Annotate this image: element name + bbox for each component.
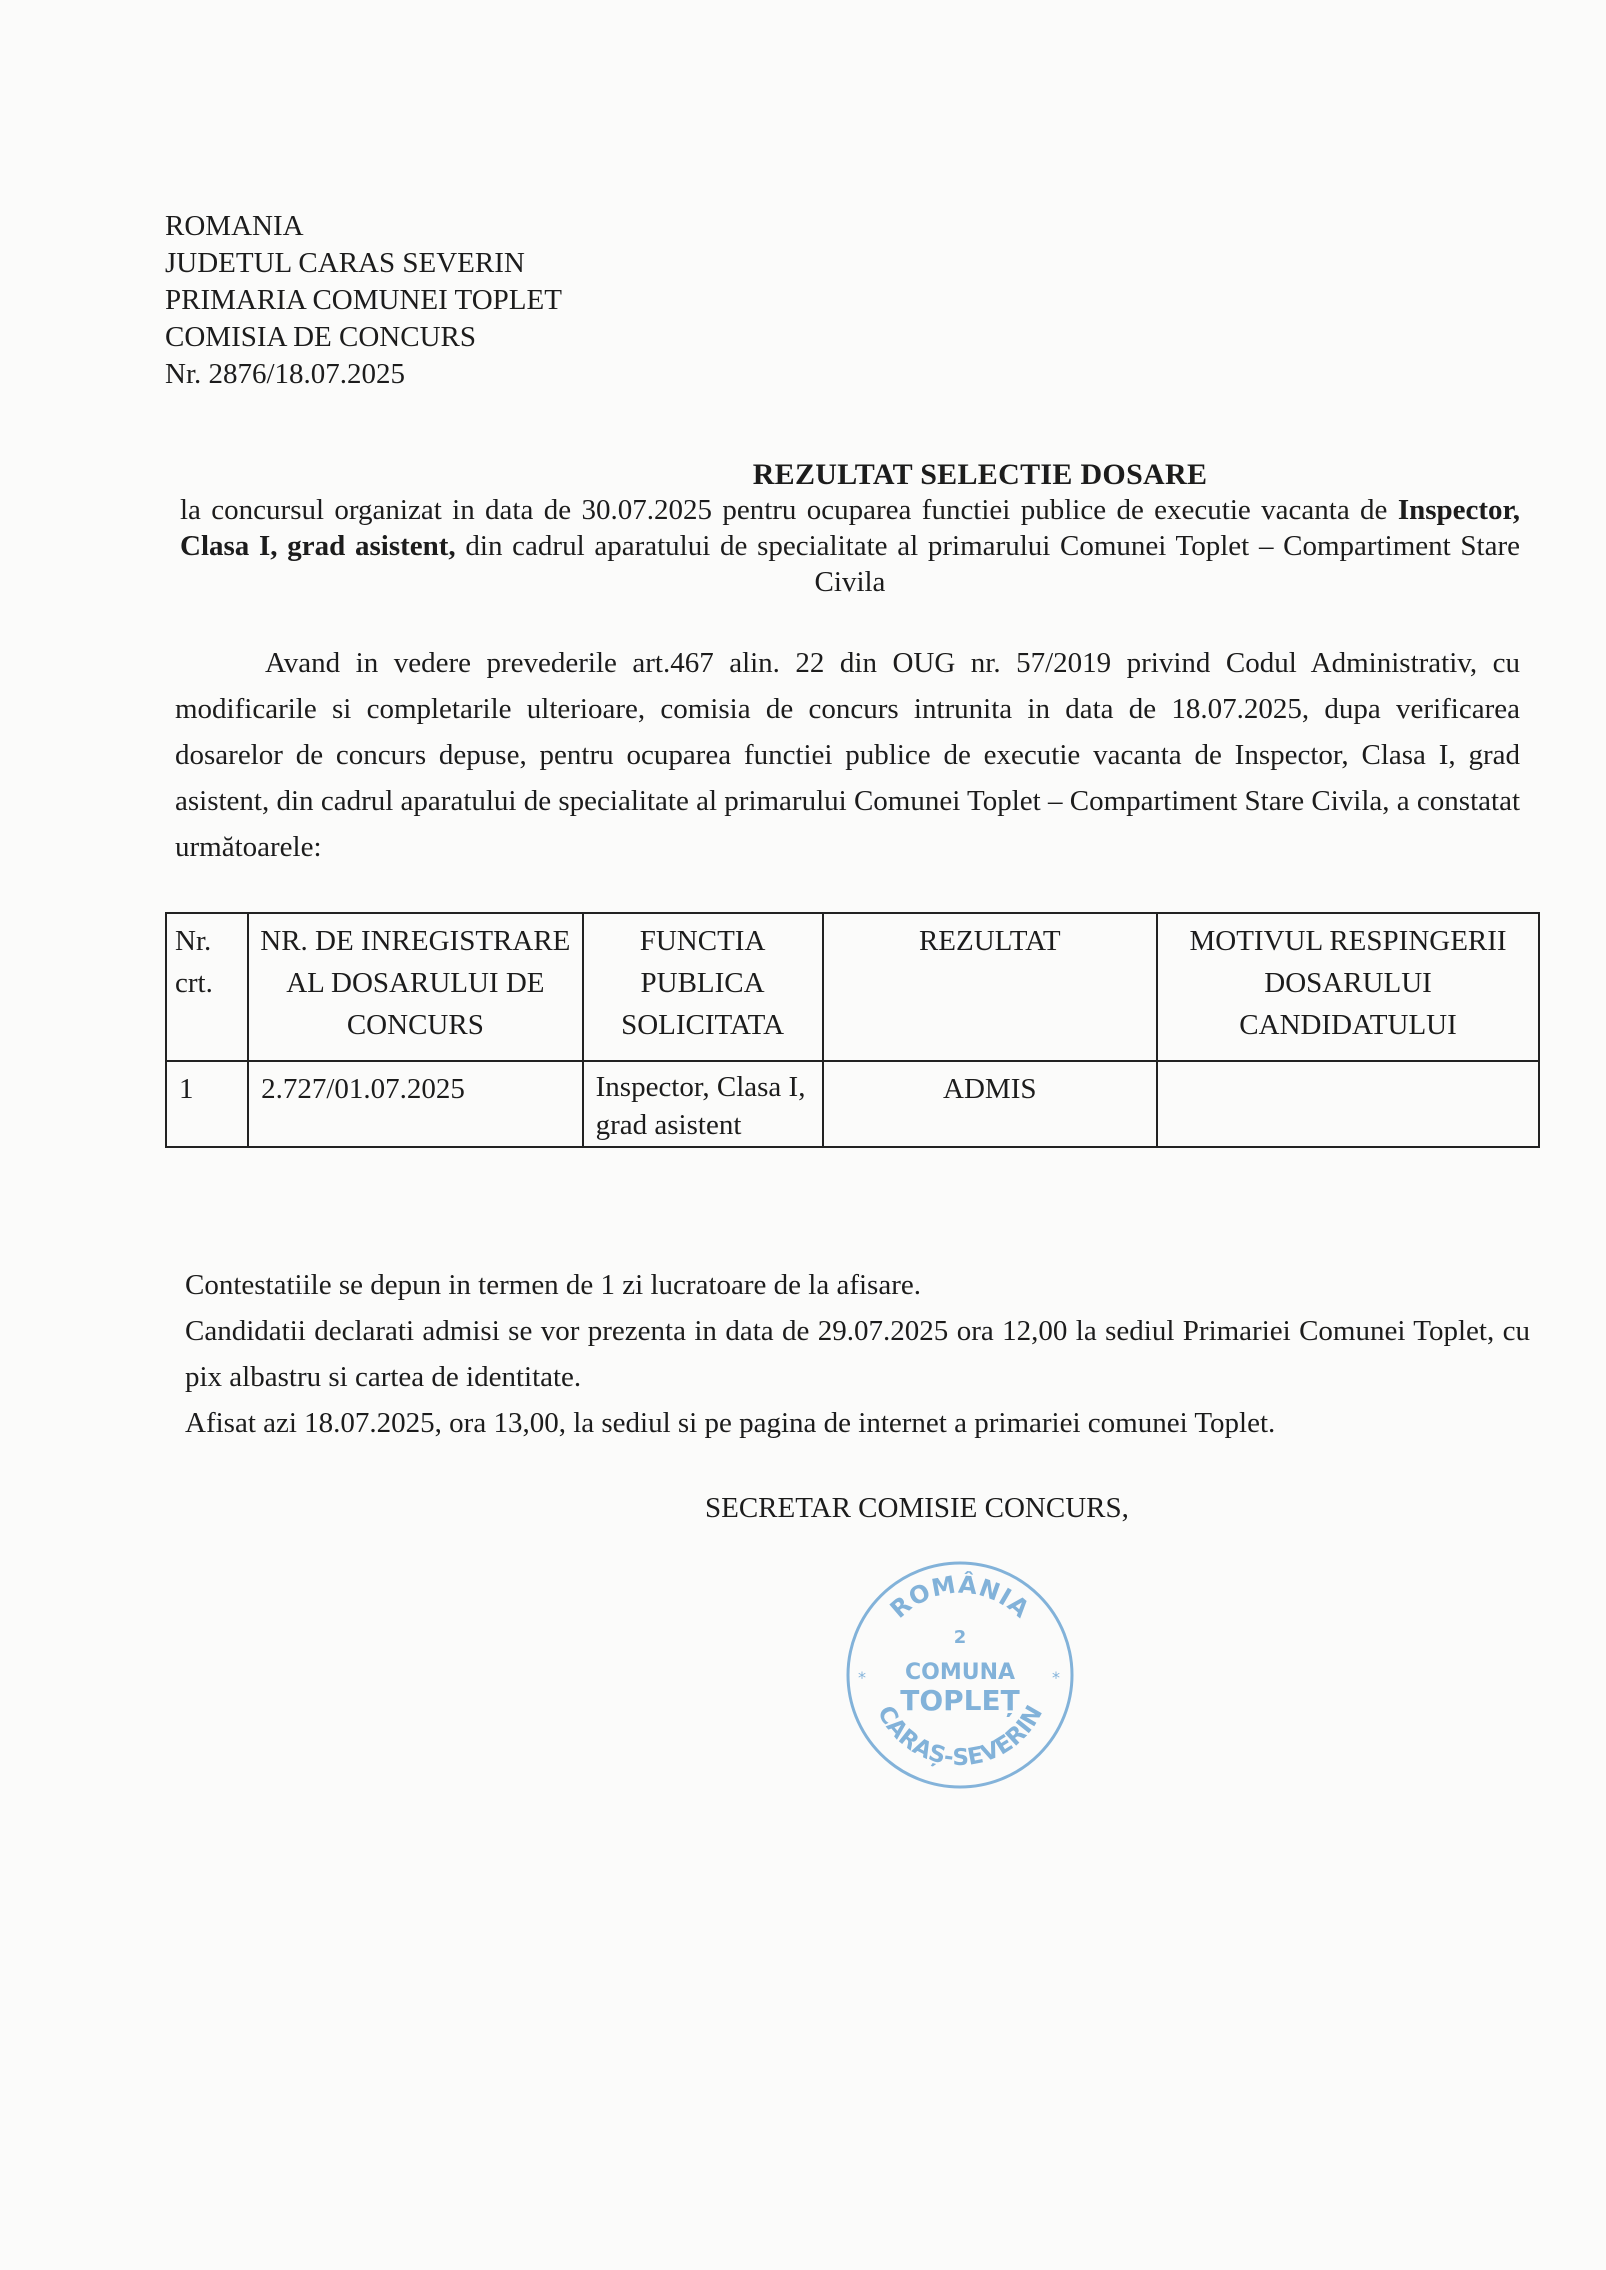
cell-position: Inspector, Clasa I, grad asistent <box>583 1061 823 1147</box>
notes-section <box>185 1262 1530 1446</box>
header-town-hall: PRIMARIA COMUNEI TOPLET <box>165 284 562 316</box>
subtitle-part-1: la concursul organizat in data de 30.07.2025 pentru ocuparea functiei publice de executie vacanta de <box>180 494 1388 526</box>
header-nr-crt: Nr. crt. <box>166 913 248 1061</box>
table-row <box>166 1061 1539 1147</box>
document-title: REZULTAT SELECTIE DOSARE <box>752 458 1208 491</box>
header-country: ROMANIA <box>165 210 304 242</box>
header-position: FUNCTIA PUBLICA SOLICITATA <box>583 913 823 1061</box>
subtitle-position: Inspector, Clasa I, grad asistent, <box>180 494 1521 562</box>
signature-label: SECRETAR COMISIE CONCURS, <box>705 1492 1129 1524</box>
header-result: REZULTAT <box>823 913 1158 1061</box>
table-header-row <box>166 913 1539 1061</box>
stamp-commune-name: TOPLEȚ <box>900 1684 1020 1717</box>
document-subtitle <box>180 492 1520 600</box>
header-rejection-reason: MOTIVUL RESPINGERII DOSARULUI CANDIDATULUI <box>1157 913 1539 1061</box>
header-reference-number: Nr. 2876/18.07.2025 <box>165 358 406 390</box>
results-table <box>165 912 1540 1148</box>
body-paragraph <box>175 640 1520 870</box>
stamp-number: 2 <box>953 1627 967 1648</box>
note-contestations: Contestatiile se depun in termen de 1 zi lucratoare de la afisare. <box>185 1269 921 1301</box>
stamp-bottom-text: CARAȘ-SEVERIN <box>872 1701 1049 1772</box>
stamp-commune-label: COMUNA <box>904 1660 1016 1685</box>
cell-nr: 1 <box>166 1061 248 1147</box>
note-candidates: Candidatii declarati admisi se vor prezenta in data de 29.07.2025 ora 12,00 la sediul Primariei Comunei Toplet, cu pix albastru si cartea de identitate. <box>185 1315 1530 1393</box>
issuer-header <box>165 208 562 393</box>
stamp-star-right: * <box>1052 1668 1060 1687</box>
header-county: JUDETUL CARAS SEVERIN <box>165 247 525 279</box>
official-stamp <box>840 1555 1080 1795</box>
header-commission: COMISIA DE CONCURS <box>165 321 476 353</box>
note-posting: Afisat azi 18.07.2025, ora 13,00, la sediul si pe pagina de internet a primariei comunei Toplet. <box>185 1407 1276 1439</box>
body-text: Avand in vedere prevederile art.467 alin. 22 din OUG nr. 57/2019 privind Codul Administrativ, cu modificarile si completarile ulterioare, comisia de concurs intrunita in data de 18.07.2025, dupa verificarea dosarelor de concurs depuse, pentru ocuparea functiei publice de executie vacanta de Inspector, Clasa I, grad asistent, din cadrul aparatului de specialitate al primarului Comunei Toplet – Compartiment Stare Civila, a constatat următoarele: <box>175 647 1520 863</box>
cell-rejection-reason <box>1157 1061 1539 1147</box>
stamp-top-text: ROMÂNIA <box>884 1570 1036 1624</box>
stamp-star-left: * <box>858 1668 866 1687</box>
header-registration-number: NR. DE INREGISTRARE AL DOSARULUI DE CONCURS <box>248 913 583 1061</box>
cell-registration-number: 2.727/01.07.2025 <box>248 1061 583 1147</box>
subtitle-part-2: din cadrul aparatului de specialitate al primarului Comunei Toplet – Compartiment Stare Civila <box>465 530 1520 598</box>
cell-result: ADMIS <box>823 1061 1158 1147</box>
